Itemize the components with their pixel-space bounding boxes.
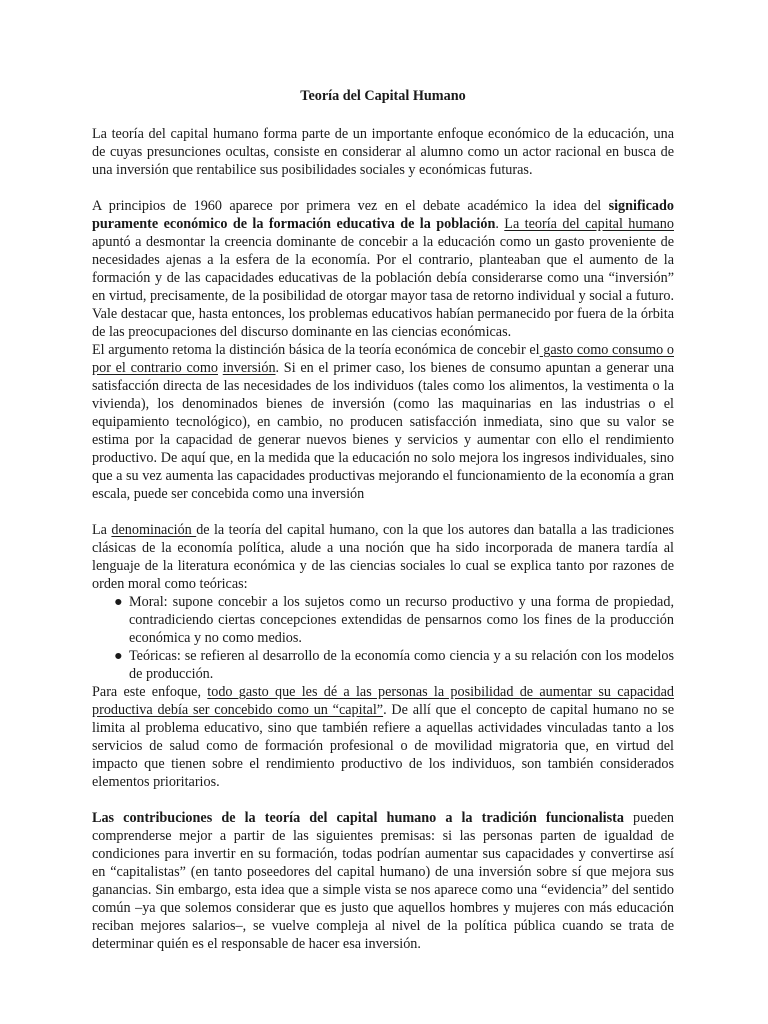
underlined-phrase: gasto como consumo o por el contrario como <box>92 342 674 376</box>
bullet-item-moral <box>92 593 674 647</box>
bullet-icon: ● <box>114 648 123 664</box>
paragraph-spacer <box>92 503 674 521</box>
bold-phrase: Las contribuciones de la teoría del capital humano a la tradición funcionalista <box>92 810 624 826</box>
bullet-item-teoricas <box>92 647 674 683</box>
text-run: A principios de 1960 aparece por primera vez en el debate académico la idea del <box>92 198 609 214</box>
bold-phrase: significado puramente económico de la formación educativa de la población <box>92 198 674 232</box>
text-run: El argumento retoma la distinción básica de la teoría económica de concebir el <box>92 342 540 358</box>
text-run: de la teoría del capital humano, con la que los autores dan batalla a las tradiciones clásicas de la economía política, alude a una noción que ha sido incorporada de manera tardía al lenguaje de la literatura económica y de las ciencias sociales lo cual se explica tanto por razones de orden moral como teóricas: <box>92 522 675 592</box>
text-run: pueden comprenderse mejor a partir de las siguientes premisas: si las personas parten de igualdad de condiciones para invertir en su formación, todas podrían aumentar sus capacidades y convertirse así en “capitalistas” (en tanto poseedores del capital humano) de una inversión sobre sí que mejora sus ganancias. Sin embargo, esta idea que a simple vista se nos aparece como una “evidencia” del sentido común –ya que solemos considerar que es justo que aquellos hombres y mujeres con más educación reciban mejores salarios–, se vuelve compleja al nivel de la política pública cuando se trata de determinar quién es el responsable de hacer esa inversión. <box>92 810 674 952</box>
bullet-text: Teóricas: se refieren al desarrollo de la economía como ciencia y a su relación con los modelos de producción. <box>129 648 674 682</box>
text-run: La <box>92 522 112 538</box>
paragraph-intro: La teoría del capital humano forma parte de un importante enfoque económico de la educación, una de cuyas presunciones ocultas, consiste en considerar al alumno como un actor racional en busca de una inversión que rentabilice sus posibilidades sociales y económicas futuras. <box>92 126 674 178</box>
text-run: Para este enfoque, <box>92 684 208 700</box>
text-run: . Si en el primer caso, los bienes de consumo apuntan a generar una satisfacción directa de las necesidades de los individuos (tales como los alimentos, la vestimenta o la vivienda), los denominados bienes de inversión (como las maquinarias en las industrias o el equipamiento tecnológico), en cambio, no producen satisfacción inmediata, sino que su valor se estima por la capacidad de generar nuevos bienes y servicios y aumentar con ello el rendimiento productivo. De aquí que, en la medida que la educación no solo mejora los ingresos individuales, sino que a su vez aumenta las capacidades productivas mejorando el funcionamiento de la economía a gran escala, puede ser concebida como una inversión <box>92 360 674 502</box>
underlined-phrase: inversión <box>222 360 276 376</box>
paragraph-origins <box>92 197 674 341</box>
underlined-phrase: denominación <box>111 522 197 538</box>
paragraph-argument <box>92 341 674 503</box>
text-run: . <box>495 216 505 232</box>
text-run: . De allí que el concepto de capital humano no se limita al problema educativo, sino que también refiere a aquellas actividades vinculadas tanto a los servicios de salud como de formación profesional o de movilidad migratoria que, en virtud del impacto que tienen sobre el rendimiento productivo de los individuos, son también considerados elementos prioritarios. <box>92 702 674 790</box>
underlined-phrase: La teoría del capital humano <box>504 216 674 232</box>
paragraph-spacer <box>92 179 674 197</box>
bullet-icon: ● <box>114 594 123 610</box>
underlined-phrase: todo gasto que les dé a las personas la posibilidad de aumentar su capacidad productiva debía ser concebido como un “capital” <box>92 684 674 718</box>
paragraph-approach <box>92 683 674 791</box>
document-title: Teoría del Capital Humano <box>300 88 466 104</box>
text-run: apuntó a desmontar la creencia dominante de concebir a la educación como un gasto proveniente de necesidades ajenas a la esfera de la economía. Por el contrario, planteaban que el aumento de la formación y de las capacidades educativas de la población debía considerarse como una “inversión” en virtud, precisamente, de la posibilidad de otorgar mayor tasa de retorno individual y social a futuro. Vale destacar que, hasta entonces, los problemas educativos habían permanecido por fuera de la órbita de las preocupaciones del discurso dominante en las ciencias económicas. <box>92 234 674 340</box>
bullet-text: Moral: supone concebir a los sujetos como un recurso productivo y una forma de propiedad, contradiciendo ciertas concepciones extendidas de pensarnos como los fines de la producción económica y no como medios. <box>129 594 674 646</box>
bullet-list <box>92 593 674 683</box>
paragraph-denomination <box>92 521 674 593</box>
paragraph-contributions <box>92 809 674 953</box>
document-body <box>92 87 674 953</box>
paragraph-spacer <box>92 791 674 809</box>
